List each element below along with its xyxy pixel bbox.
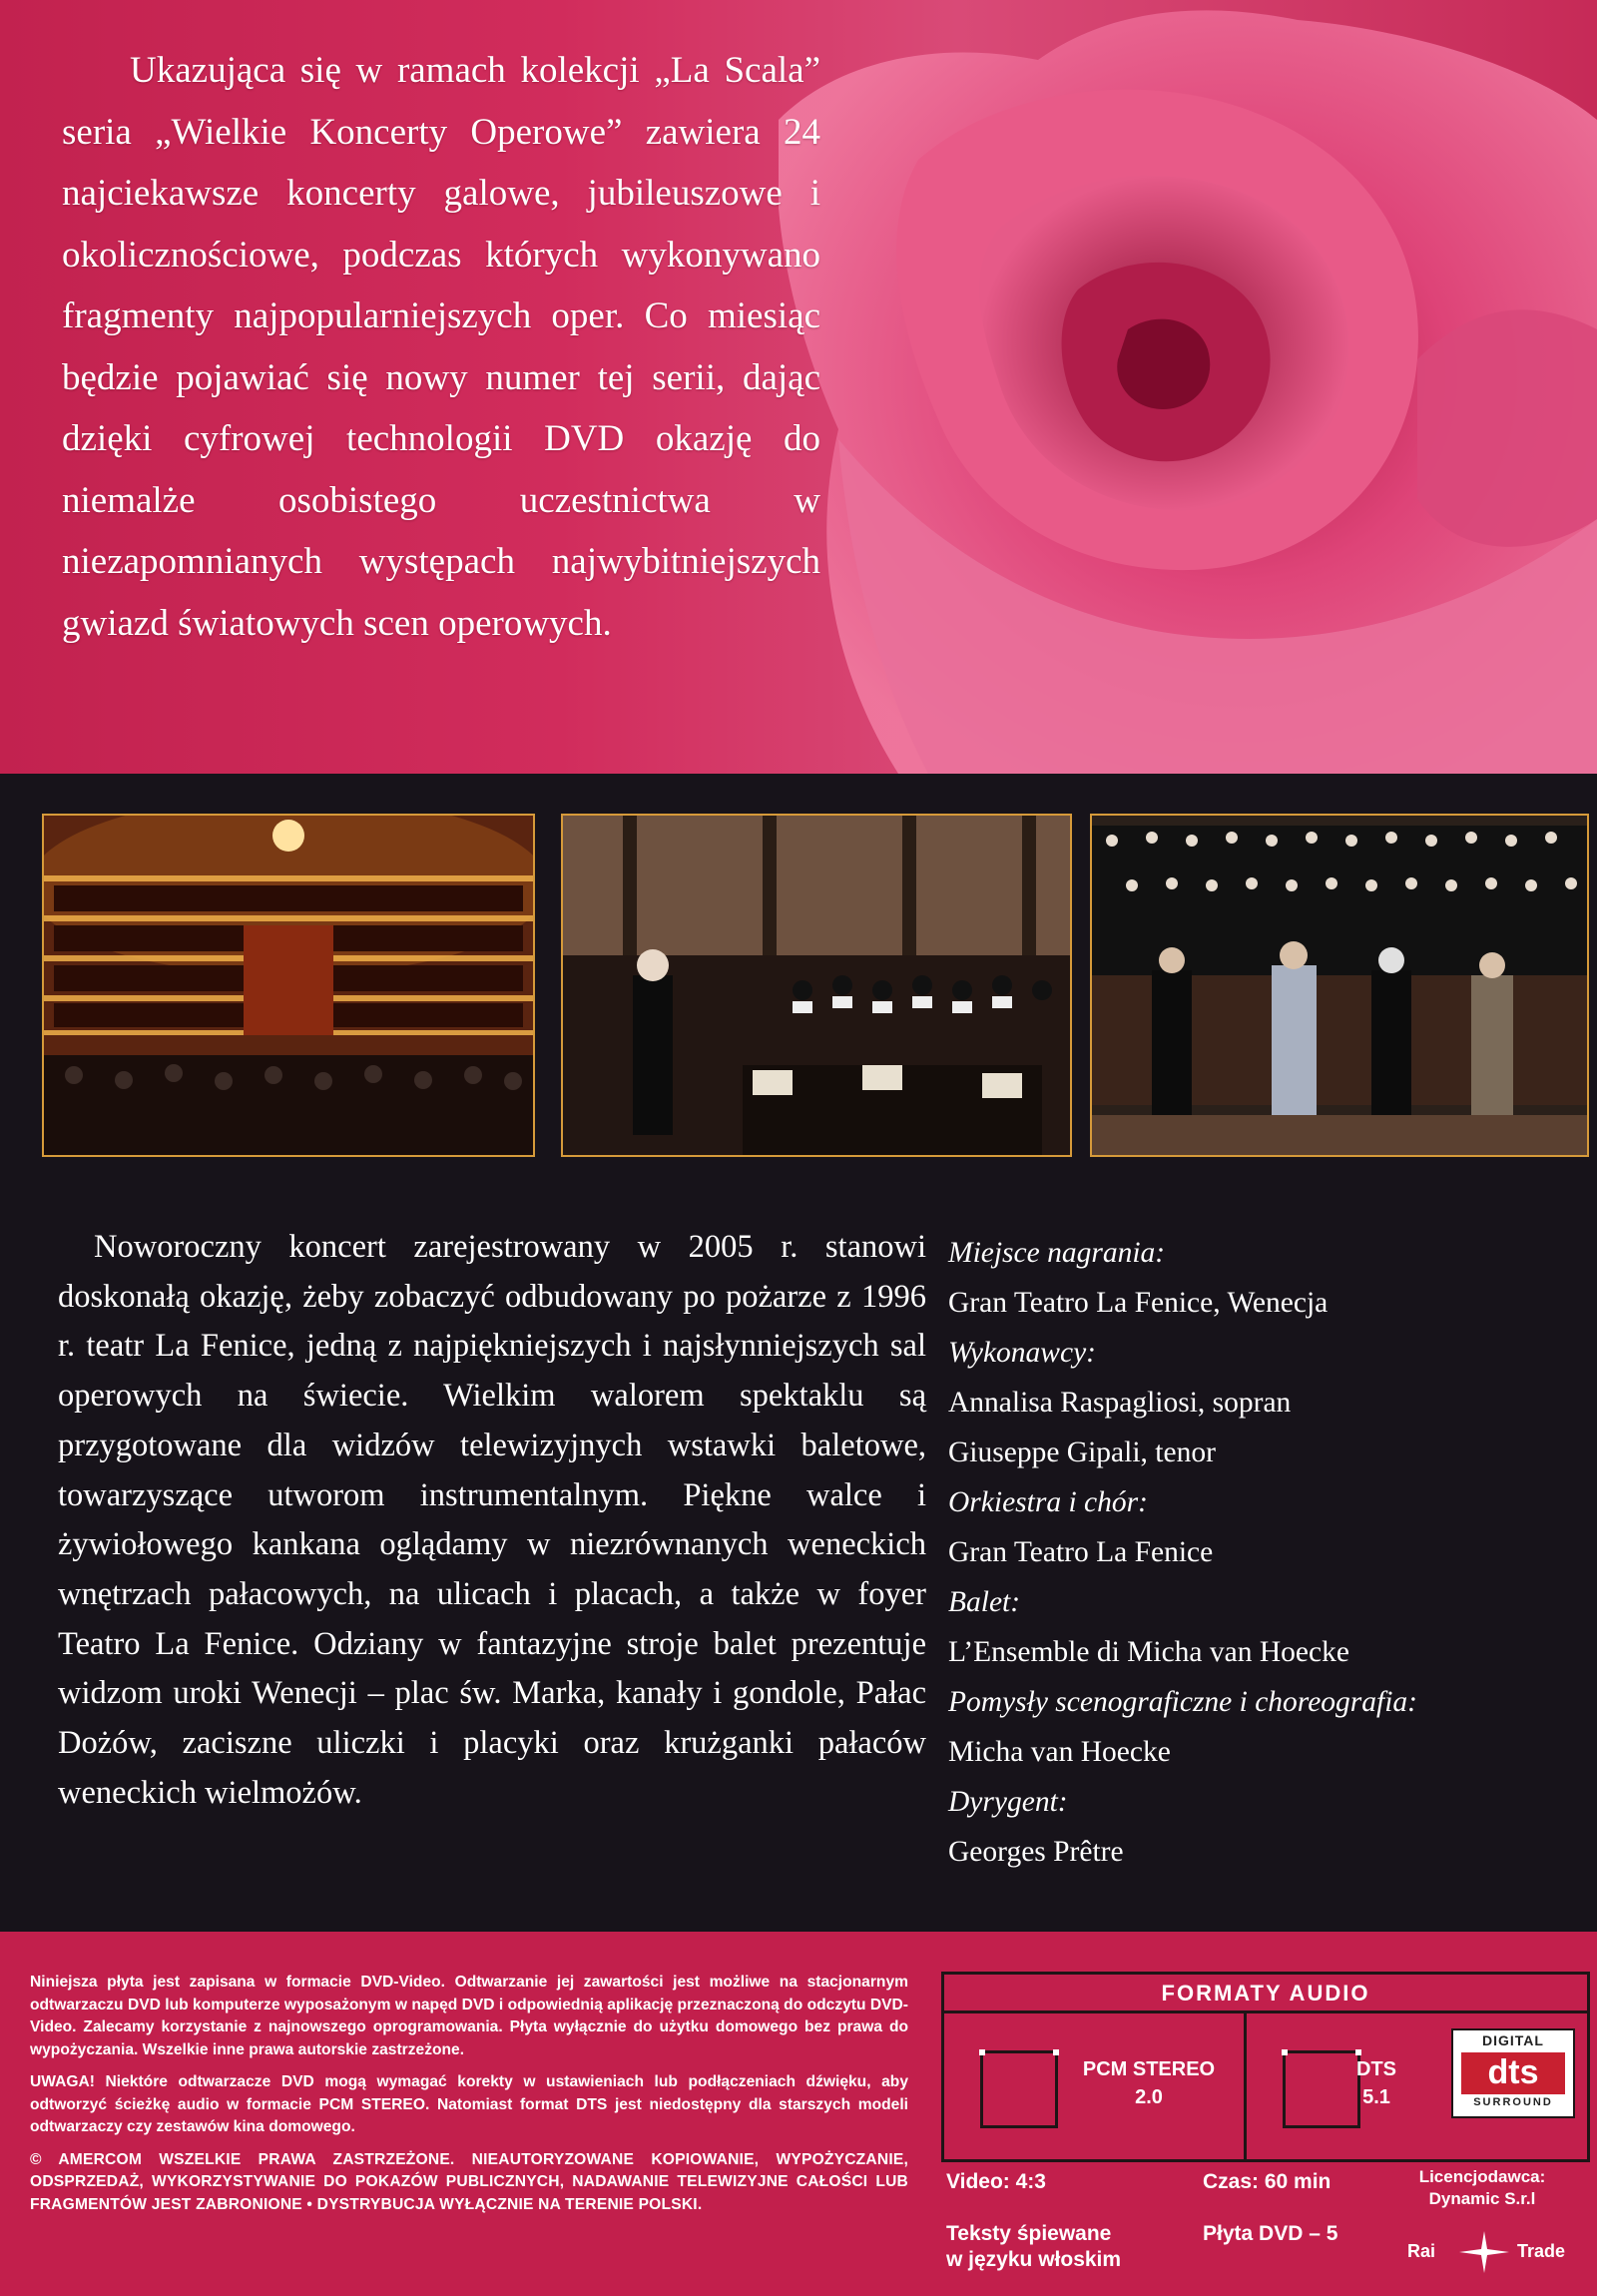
content-section: [0, 774, 1597, 1932]
audio-pcm: [944, 2013, 1247, 2159]
duration: Czas: 60 min: [1203, 2170, 1331, 2193]
legal-text: [30, 1972, 908, 2226]
licensor: [1392, 2166, 1572, 2210]
legal-copyright: © AMERCOM WSZELKIE PRAWA ZASTRZEŻONE. NIEAUTORYZOWANE KOPIOWANIE, WYPOŻYCZANIE, ODSPRZEDAŻ, WYKORZYSTYWANIE DO POKAZÓW PUBLICZNYCH, NADAWANIE TELEWIZYJNE CAŁOŚCI LUB FRAGMENTÓW JEST ZABRONIONE • DYSTRYBUCJA WYŁĄCZNIE NA TERENIE POLSKI.: [30, 2150, 908, 2213]
dts-label: DTS: [1356, 2058, 1396, 2080]
dts-channels: 5.1: [1362, 2086, 1390, 2108]
credit-label: Wykonawcy:: [948, 1337, 1096, 1369]
rose-image: [779, 0, 1597, 774]
photo-choir-soloists: [1090, 814, 1589, 1157]
credit-label: Dyrygent:: [948, 1786, 1068, 1818]
credit-label: Miejsce nagrania:: [948, 1237, 1166, 1269]
legal-format-note: Niniejsza płyta jest zapisana w formacie DVD-Video. Odtwarzanie jej zawartości jest możliwe na stacjonarnym odtwarzaczu DVD lub komputerze wyposażonym w napęd DVD i odpowiednią aplikację przeznaczoną do odczytu DVD-Video. Zalecamy korzystanie z najnowszego oprogramowania. Płyta wyłącznie do użytku domowego bez prawa do wypożyczania. Wszelkie inne prawa autorskie zastrzeżone.: [30, 1974, 908, 2058]
disc-type: Płyta DVD – 5: [1203, 2222, 1338, 2245]
rai-text: Rai: [1407, 2241, 1436, 2261]
lyrics-language: [946, 2221, 1121, 2273]
intro-text: [62, 40, 820, 654]
audio-dts: [1247, 2013, 1587, 2159]
dts-logo: [1451, 2028, 1575, 2118]
info-section: [0, 1932, 1597, 2296]
rai-star-icon: [1459, 2231, 1509, 2273]
lyrics-line-2: w języku włoskim: [946, 2248, 1122, 2271]
credits-list: [948, 1228, 1587, 1877]
description-text: [58, 1223, 926, 1818]
dts-logo-top: DIGITAL: [1482, 2032, 1544, 2048]
description-paragraph: Noworoczny koncert zarejestrowany w 2005 r. stanowi doskonałą okazję, żeby zobaczyć odbudowany po pożarze z 1996 r. teatr La Fenice, jedną z najpiękniejszych i najsłynniejszych sal operowych na świecie. Wielkim walorem spektaklu są przygotowane dla widzów telewizyjnych wstawki baletowe, towarzyszące utworom instrumentalnym. Piękne walce i żywiołowego kankana oglądamy w niezrównanych weneckich wnętrzach pałacowych, na ulicach i placach, a także w foyer Teatro La Fenice. Odziany w fantazyjne stroje balet prezentuje widzom uroki Wenecji – plac św. Marka, kanały i gondole, Pałac Dożów, zaciszne uliczki i placyki oraz krużganki pałaców weneckich wielmożów.: [58, 1229, 926, 1811]
credit-value: Gran Teatro La Fenice, Wenecja: [948, 1287, 1329, 1319]
credit-value: Georges Prêtre: [948, 1836, 1124, 1868]
dts-logo-mark: dts: [1461, 2052, 1565, 2094]
credit-value: Gran Teatro La Fenice: [948, 1536, 1214, 1568]
video-format: Video: 4:3: [946, 2170, 1046, 2193]
trade-text: Trade: [1517, 2241, 1566, 2261]
credit-value: L’Ensemble di Micha van Hoecke: [948, 1636, 1349, 1668]
rai-trade-logo: [1397, 2231, 1577, 2271]
legal-warning: UWAGA! Niektóre odtwarzacze DVD mogą wymagać korekty w ustawieniach lub podłączeniach dźwięku, aby odtworzyć ścieżkę audio w formacie PCM STEREO. Natomiast format DTS jest niedostępny dla starszych modeli odtwarzaczy czy zestawów kina domowego.: [30, 2073, 908, 2135]
lyrics-line-1: Teksty śpiewane: [946, 2222, 1112, 2245]
pcm-label: PCM STEREO: [1082, 2058, 1216, 2080]
credit-label: Pomysły scenograficzne i choreografia:: [948, 1686, 1417, 1718]
credit-label: Orkiestra i chór:: [948, 1486, 1148, 1518]
credit-label: Balet:: [948, 1586, 1021, 1618]
pcm-channels: 2.0: [1135, 2086, 1163, 2108]
speaker-icon: [1283, 2050, 1360, 2128]
credit-value: Annalisa Raspagliosi, sopran: [948, 1387, 1292, 1419]
intro-section: [0, 0, 1597, 774]
audio-formats-title: FORMATY AUDIO: [944, 1975, 1587, 2013]
licensor-name: Dynamic S.r.l: [1428, 2189, 1536, 2208]
credit-value: Giuseppe Gipali, tenor: [948, 1436, 1216, 1468]
licensor-label: Licencjodawca:: [1418, 2167, 1546, 2186]
intro-paragraph: Ukazująca się w ramach kolekcji „La Scala” seria „Wielkie Koncerty Operowe” zawiera 24 najciekawsze koncerty galowe, jubileuszowe i okolicznościowe, podczas których wykonywano fragmenty najpopularniejszych oper. Co miesiąc będzie pojawiać się nowy numer tej serii, dając dzięki cyfrowej technologii DVD okazję do niemalże osobistego uczestnictwa w niezapomnianych występach najwybitniejszych gwiazd światowych scen operowych.: [62, 50, 820, 644]
photo-theatre-interior: [42, 814, 535, 1157]
credit-value: Micha van Hoecke: [948, 1736, 1171, 1768]
speaker-icon: [980, 2050, 1058, 2128]
audio-formats-box: [941, 1972, 1590, 2162]
photo-conductor-orchestra: [561, 814, 1072, 1157]
dts-logo-bottom: SURROUND: [1473, 2096, 1553, 2108]
